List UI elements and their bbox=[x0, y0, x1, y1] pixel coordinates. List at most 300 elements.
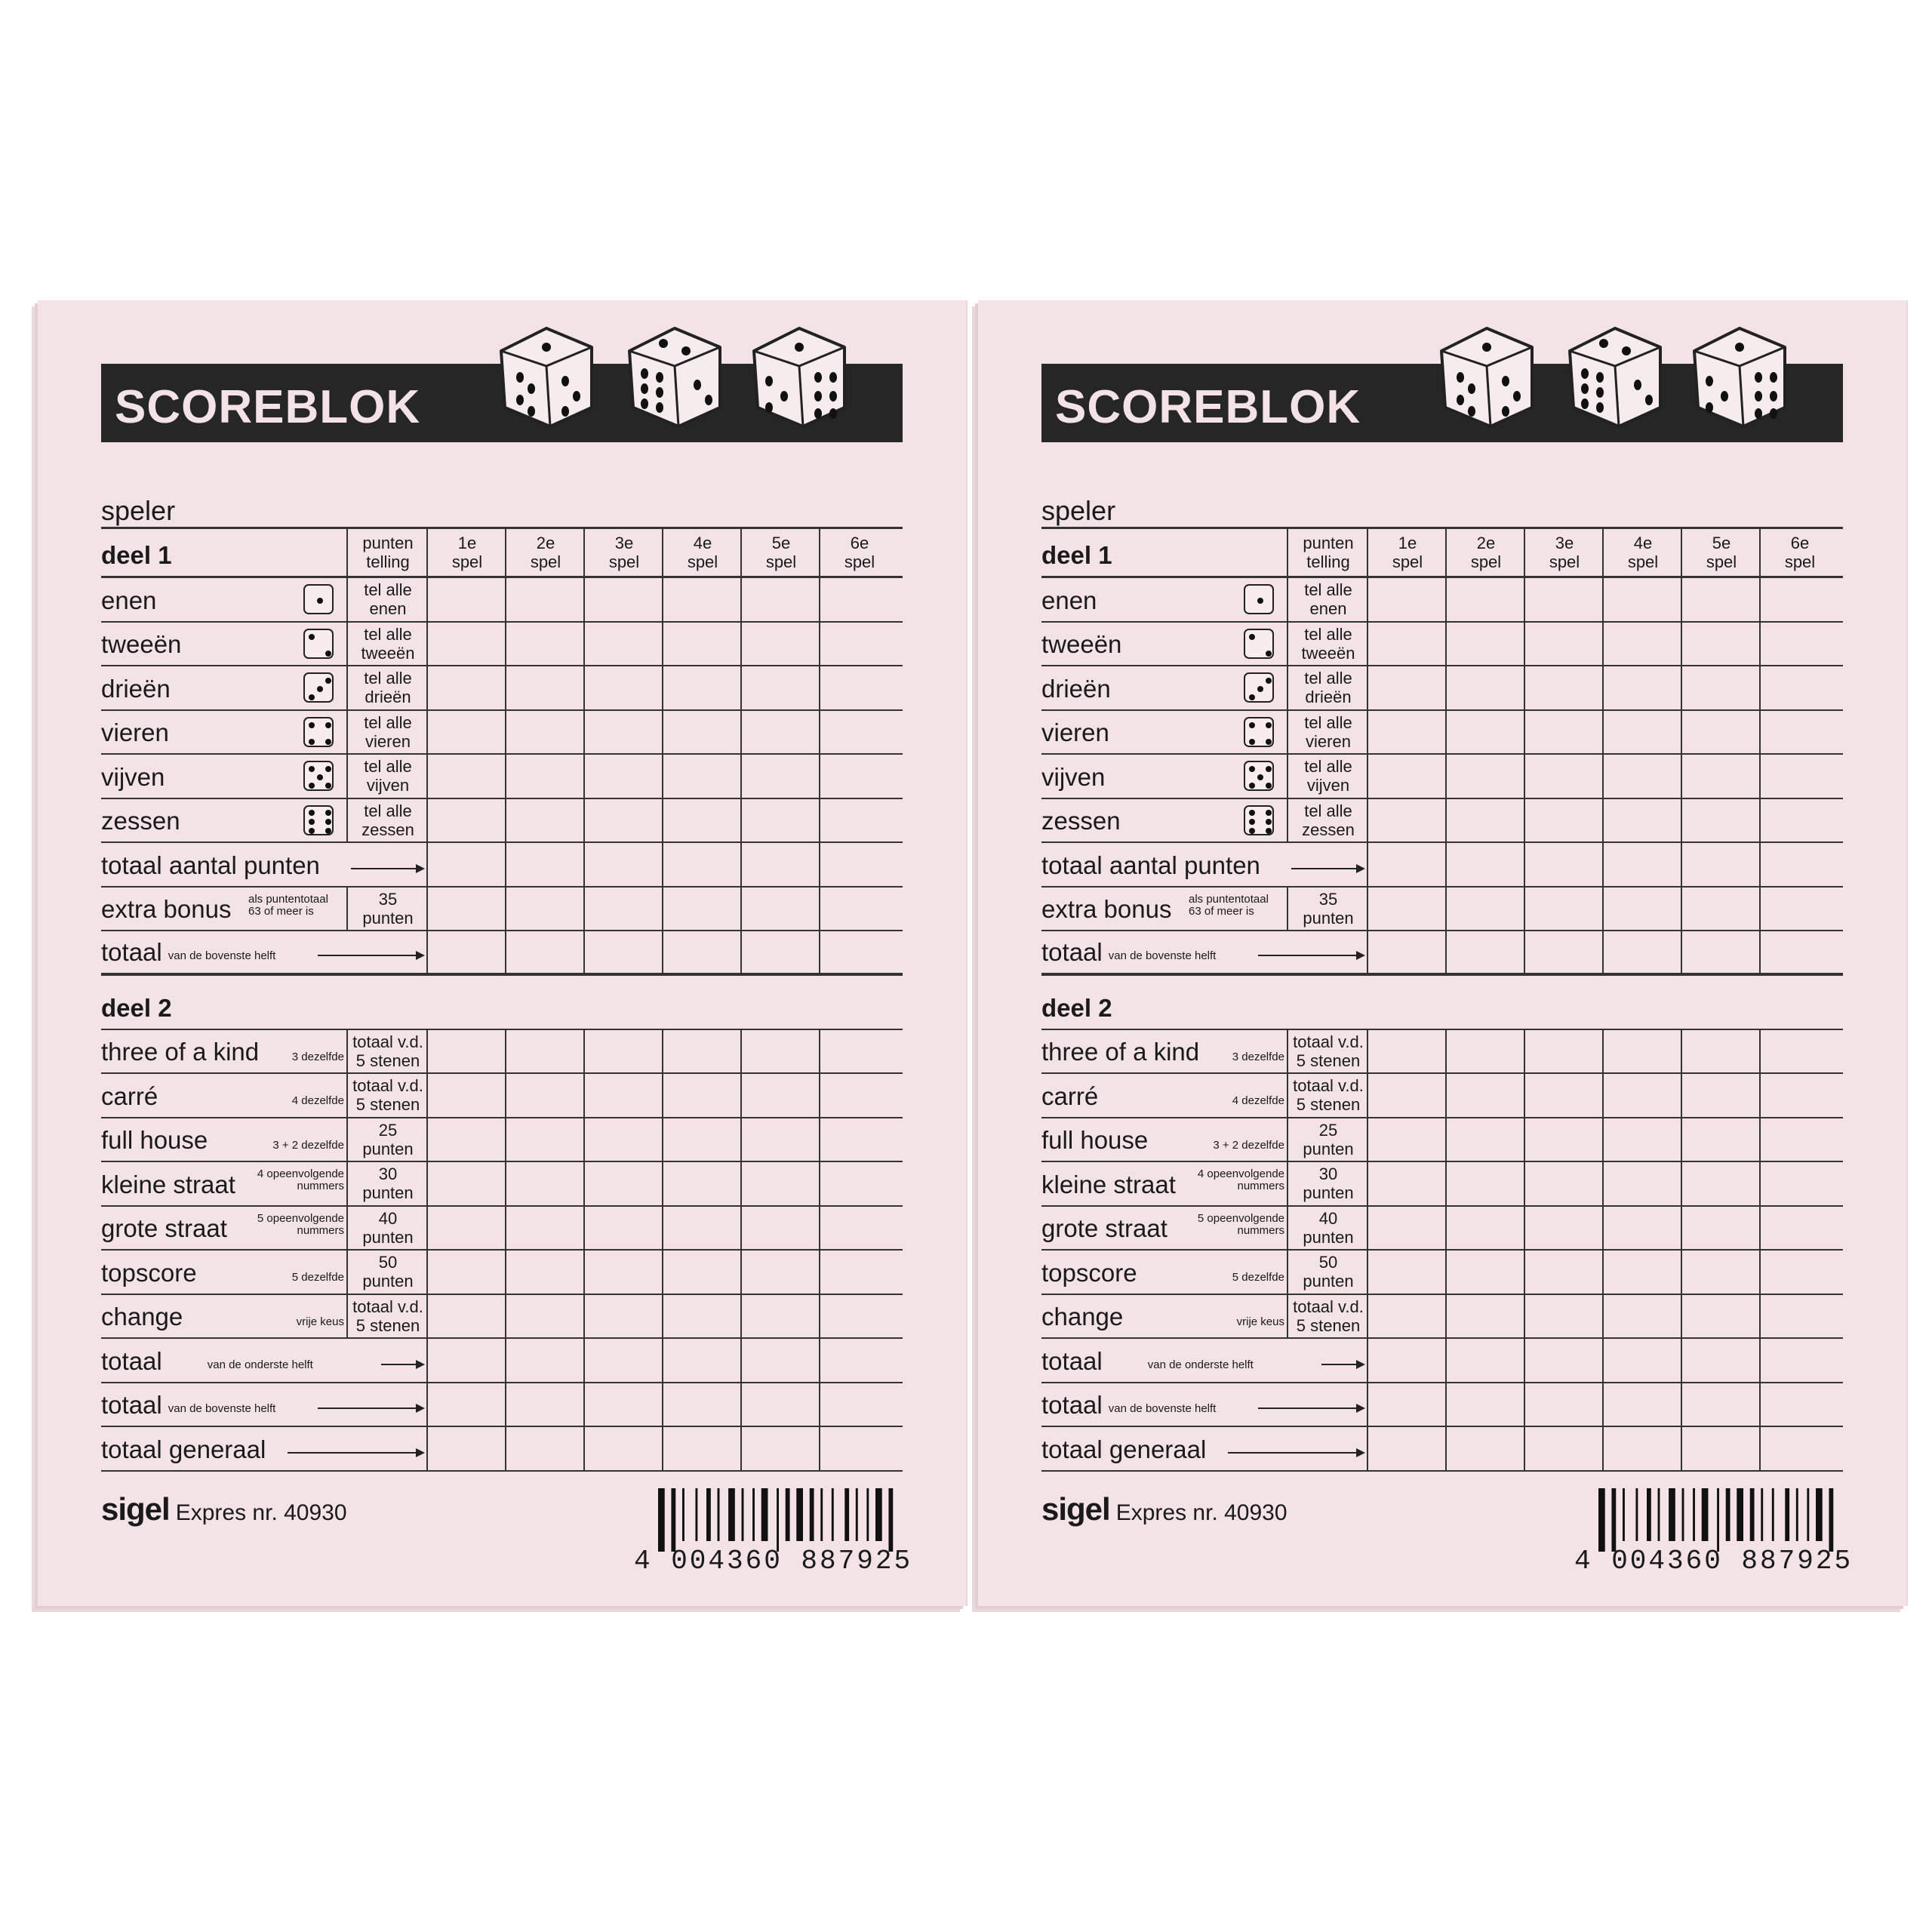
score-cell-totaal-onder-2[interactable] bbox=[1447, 1339, 1525, 1382]
grid-line bbox=[1445, 623, 1447, 666]
grid-line bbox=[346, 1251, 348, 1294]
score-cell-totaal-aantal-5[interactable] bbox=[1682, 843, 1761, 886]
score-cell-deel1-1-6[interactable] bbox=[820, 623, 899, 666]
score-cell-deel1-4-1[interactable] bbox=[428, 755, 506, 798]
score-cell-totaal-boven-2-2[interactable] bbox=[1447, 1383, 1525, 1426]
grid-line bbox=[426, 529, 428, 576]
score-cell-extra-bonus-4[interactable] bbox=[1604, 888, 1682, 931]
die-pip bbox=[325, 828, 331, 834]
score-cell-deel2-4-2[interactable] bbox=[1447, 1207, 1525, 1250]
row-label: vijven bbox=[101, 762, 165, 791]
score-cell-deel1-5-5[interactable] bbox=[1682, 799, 1761, 842]
score-cell-deel2-3-6[interactable] bbox=[1761, 1162, 1839, 1205]
grid-line bbox=[1367, 1030, 1368, 1073]
score-cell-deel1-4-5[interactable] bbox=[1682, 755, 1761, 798]
score-cell-deel1-5-6[interactable] bbox=[1761, 799, 1839, 842]
score-cell-totaal-boven-2-4[interactable] bbox=[663, 1383, 742, 1426]
score-cell-deel1-1-6[interactable] bbox=[1761, 623, 1839, 666]
grid-line bbox=[1367, 1251, 1368, 1294]
score-cell-deel2-6-4[interactable] bbox=[663, 1295, 742, 1338]
score-cell-extra-bonus-3[interactable] bbox=[1525, 888, 1604, 931]
score-cell-deel1-5-2[interactable] bbox=[1447, 799, 1525, 842]
score-cell-deel1-1-1[interactable] bbox=[428, 623, 506, 666]
grid-line bbox=[1367, 755, 1368, 798]
score-cell-deel2-3-5[interactable] bbox=[742, 1162, 820, 1205]
arrow-icon bbox=[318, 1407, 423, 1409]
score-cell-deel2-5-3[interactable] bbox=[1525, 1251, 1604, 1294]
score-cell-deel2-5-2[interactable] bbox=[1447, 1251, 1525, 1294]
score-cell-deel1-3-3[interactable] bbox=[585, 711, 663, 754]
score-cell-deel2-3-2[interactable] bbox=[1447, 1162, 1525, 1205]
score-cell-deel1-5-1[interactable] bbox=[428, 799, 506, 842]
score-cell-deel2-6-3[interactable] bbox=[1525, 1295, 1604, 1338]
points-rule-line: 30 bbox=[378, 1164, 398, 1184]
score-cell-deel1-0-5[interactable] bbox=[1682, 578, 1761, 621]
score-cell-deel1-4-4[interactable] bbox=[1604, 755, 1682, 798]
score-cell-deel2-5-4[interactable] bbox=[1604, 1251, 1682, 1294]
grid-line bbox=[583, 799, 585, 842]
score-cell-deel2-3-4[interactable] bbox=[663, 1162, 742, 1205]
score-cell-totaal-aantal-1[interactable] bbox=[1368, 843, 1447, 886]
score-cell-deel2-4-5[interactable] bbox=[742, 1207, 820, 1250]
grid-line bbox=[1287, 666, 1288, 709]
score-cell-deel2-0-2[interactable] bbox=[1447, 1030, 1525, 1073]
score-cell-deel2-2-2[interactable] bbox=[506, 1118, 585, 1161]
score-cell-deel1-3-4[interactable] bbox=[663, 711, 742, 754]
score-cell-deel1-5-6[interactable] bbox=[820, 799, 899, 842]
row-label: three of a kind bbox=[1041, 1038, 1200, 1066]
score-cell-deel1-3-2[interactable] bbox=[506, 711, 585, 754]
score-cell-deel1-4-5[interactable] bbox=[742, 755, 820, 798]
score-cell-deel1-2-3[interactable] bbox=[1525, 666, 1604, 709]
points-rule-line: vieren bbox=[1306, 731, 1351, 751]
score-cell-totaal-onder-1[interactable] bbox=[428, 1339, 506, 1382]
score-cell-totaal-generaal-1[interactable] bbox=[1368, 1427, 1447, 1470]
score-cell-deel2-0-2[interactable] bbox=[506, 1030, 585, 1073]
score-cell-deel2-6-6[interactable] bbox=[820, 1295, 899, 1338]
grid-line bbox=[1445, 755, 1447, 798]
score-cell-deel2-6-4[interactable] bbox=[1604, 1295, 1682, 1338]
score-cell-totaal-aantal-5[interactable] bbox=[742, 843, 820, 886]
score-cell-deel2-4-6[interactable] bbox=[820, 1207, 899, 1250]
score-cell-deel2-4-1[interactable] bbox=[428, 1207, 506, 1250]
score-cell-extra-bonus-3[interactable] bbox=[585, 888, 663, 931]
score-cell-deel2-1-3[interactable] bbox=[1525, 1074, 1604, 1117]
score-cell-deel1-1-5[interactable] bbox=[742, 623, 820, 666]
points-rule bbox=[348, 623, 428, 666]
score-cell-deel1-3-5[interactable] bbox=[742, 711, 820, 754]
score-cell-deel1-3-2[interactable] bbox=[1447, 711, 1525, 754]
score-cell-extra-bonus-4[interactable] bbox=[663, 888, 742, 931]
grid-line bbox=[1681, 529, 1682, 576]
score-cell-deel1-4-6[interactable] bbox=[820, 755, 899, 798]
score-cell-deel2-1-2[interactable] bbox=[1447, 1074, 1525, 1117]
score-cell-deel1-3-6[interactable] bbox=[1761, 711, 1839, 754]
score-cell-deel2-0-4[interactable] bbox=[663, 1030, 742, 1073]
grid-line bbox=[1367, 529, 1368, 576]
score-cell-deel1-1-2[interactable] bbox=[1447, 623, 1525, 666]
score-cell-deel2-4-3[interactable] bbox=[1525, 1207, 1604, 1250]
score-cell-deel1-4-3[interactable] bbox=[585, 755, 663, 798]
score-cell-deel2-2-6[interactable] bbox=[1761, 1118, 1839, 1161]
totaal-label: totaal bbox=[1041, 937, 1103, 966]
score-cell-totaal-onder-3[interactable] bbox=[1525, 1339, 1604, 1382]
score-cell-deel1-3-3[interactable] bbox=[1525, 711, 1604, 754]
score-cell-deel2-0-4[interactable] bbox=[1604, 1030, 1682, 1073]
score-cell-deel2-3-1[interactable] bbox=[1368, 1162, 1447, 1205]
score-cell-totaal-onder-6[interactable] bbox=[1761, 1339, 1839, 1382]
score-cell-totaal-onder-3[interactable] bbox=[585, 1339, 663, 1382]
score-cell-deel2-6-5[interactable] bbox=[742, 1295, 820, 1338]
score-cell-deel1-5-3[interactable] bbox=[1525, 799, 1604, 842]
score-cell-deel2-3-3[interactable] bbox=[1525, 1162, 1604, 1205]
score-cell-deel2-2-1[interactable] bbox=[428, 1118, 506, 1161]
score-cell-totaal-boven-6[interactable] bbox=[1761, 931, 1839, 973]
score-cell-deel2-0-6[interactable] bbox=[1761, 1030, 1839, 1073]
score-cell-totaal-onder-4[interactable] bbox=[663, 1339, 742, 1382]
score-cell-totaal-boven-2-6[interactable] bbox=[820, 1383, 899, 1426]
score-cell-totaal-aantal-1[interactable] bbox=[428, 843, 506, 886]
score-cell-deel2-5-6[interactable] bbox=[1761, 1251, 1839, 1294]
score-cell-totaal-boven-3[interactable] bbox=[585, 931, 663, 973]
score-cell-totaal-boven-4[interactable] bbox=[663, 931, 742, 973]
grid-line bbox=[505, 1339, 506, 1382]
score-cell-extra-bonus-2[interactable] bbox=[1447, 888, 1525, 931]
score-cell-deel1-5-4[interactable] bbox=[1604, 799, 1682, 842]
score-cell-deel1-2-1[interactable] bbox=[428, 666, 506, 709]
score-cell-totaal-boven-2[interactable] bbox=[1447, 931, 1525, 973]
score-cell-deel1-5-3[interactable] bbox=[585, 799, 663, 842]
score-cell-totaal-generaal-1[interactable] bbox=[428, 1427, 506, 1470]
grid-line bbox=[1681, 843, 1682, 886]
score-cell-deel1-0-3[interactable] bbox=[1525, 578, 1604, 621]
score-cell-deel2-2-3[interactable] bbox=[585, 1118, 663, 1161]
score-cell-totaal-aantal-3[interactable] bbox=[585, 843, 663, 886]
grid-line bbox=[426, 888, 428, 931]
score-cell-deel1-0-2[interactable] bbox=[506, 578, 585, 621]
score-cell-deel2-2-6[interactable] bbox=[820, 1118, 899, 1161]
score-cell-deel2-1-4[interactable] bbox=[1604, 1074, 1682, 1117]
score-cell-deel2-2-4[interactable] bbox=[663, 1118, 742, 1161]
score-cell-deel2-5-6[interactable] bbox=[820, 1251, 899, 1294]
score-cell-extra-bonus-2[interactable] bbox=[506, 888, 585, 931]
score-cell-deel1-0-4[interactable] bbox=[1604, 578, 1682, 621]
die-5-icon bbox=[303, 761, 334, 791]
grid-line bbox=[819, 1339, 820, 1382]
score-cell-deel1-0-3[interactable] bbox=[585, 578, 663, 621]
score-cell-deel2-6-2[interactable] bbox=[1447, 1295, 1525, 1338]
score-cell-deel1-2-4[interactable] bbox=[1604, 666, 1682, 709]
totaal-label: totaal bbox=[101, 1346, 162, 1375]
grid-line bbox=[1759, 666, 1761, 709]
score-cell-totaal-generaal-4[interactable] bbox=[663, 1427, 742, 1470]
score-cell-extra-bonus-6[interactable] bbox=[1761, 888, 1839, 931]
score-cell-deel1-4-2[interactable] bbox=[1447, 755, 1525, 798]
points-rule-line: tel alle bbox=[364, 801, 412, 820]
score-cell-deel2-2-3[interactable] bbox=[1525, 1118, 1604, 1161]
barcode bbox=[1598, 1488, 1840, 1552]
score-cell-deel2-0-1[interactable] bbox=[428, 1030, 506, 1073]
score-cell-extra-bonus-1[interactable] bbox=[428, 888, 506, 931]
score-cell-deel2-6-6[interactable] bbox=[1761, 1295, 1839, 1338]
score-cell-deel2-4-4[interactable] bbox=[663, 1207, 742, 1250]
score-cell-deel1-1-1[interactable] bbox=[1368, 623, 1447, 666]
score-cell-deel1-0-6[interactable] bbox=[820, 578, 899, 621]
score-cell-deel1-2-3[interactable] bbox=[585, 666, 663, 709]
score-cell-totaal-onder-6[interactable] bbox=[820, 1339, 899, 1382]
score-cell-totaal-boven-5[interactable] bbox=[1682, 931, 1761, 973]
score-cell-totaal-boven-5[interactable] bbox=[742, 931, 820, 973]
score-cell-deel1-0-2[interactable] bbox=[1447, 578, 1525, 621]
score-cell-totaal-generaal-4[interactable] bbox=[1604, 1427, 1682, 1470]
die-pip bbox=[325, 810, 331, 816]
score-cell-deel2-3-5[interactable] bbox=[1682, 1162, 1761, 1205]
score-cell-totaal-generaal-3[interactable] bbox=[1525, 1427, 1604, 1470]
grid-line bbox=[505, 843, 506, 886]
score-cell-deel2-1-6[interactable] bbox=[820, 1074, 899, 1117]
score-cell-deel1-0-1[interactable] bbox=[1368, 578, 1447, 621]
score-cell-deel1-2-2[interactable] bbox=[1447, 666, 1525, 709]
score-cell-extra-bonus-6[interactable] bbox=[820, 888, 899, 931]
grid-line bbox=[1759, 1118, 1761, 1161]
score-cell-deel1-2-5[interactable] bbox=[742, 666, 820, 709]
score-cell-totaal-aantal-2[interactable] bbox=[1447, 843, 1525, 886]
score-cell-deel2-2-5[interactable] bbox=[1682, 1118, 1761, 1161]
score-cell-totaal-boven-1[interactable] bbox=[1368, 931, 1447, 973]
grid-line bbox=[662, 1074, 663, 1117]
points-rule bbox=[1288, 888, 1368, 931]
score-cell-deel1-5-4[interactable] bbox=[663, 799, 742, 842]
score-cell-deel1-1-3[interactable] bbox=[1525, 623, 1604, 666]
die-6-icon bbox=[303, 805, 334, 835]
score-cell-extra-bonus-5[interactable] bbox=[1682, 888, 1761, 931]
game-word: spel bbox=[1627, 552, 1659, 571]
points-rule-line: tweeën bbox=[1301, 643, 1355, 663]
score-cell-deel1-5-5[interactable] bbox=[742, 799, 820, 842]
score-cell-deel1-4-2[interactable] bbox=[506, 755, 585, 798]
points-rule bbox=[348, 1074, 428, 1117]
score-cell-totaal-boven-2-6[interactable] bbox=[1761, 1383, 1839, 1426]
die-pip bbox=[325, 722, 331, 728]
score-cell-deel2-3-3[interactable] bbox=[585, 1162, 663, 1205]
score-cell-totaal-generaal-2[interactable] bbox=[506, 1427, 585, 1470]
score-cell-deel1-2-4[interactable] bbox=[663, 666, 742, 709]
score-cell-deel2-6-1[interactable] bbox=[428, 1295, 506, 1338]
die-5-icon bbox=[1244, 761, 1274, 791]
score-cell-deel1-3-4[interactable] bbox=[1604, 711, 1682, 754]
score-cell-totaal-onder-1[interactable] bbox=[1368, 1339, 1447, 1382]
score-cell-deel2-0-5[interactable] bbox=[1682, 1030, 1761, 1073]
score-cell-totaal-generaal-6[interactable] bbox=[820, 1427, 899, 1470]
score-cell-totaal-boven-2-5[interactable] bbox=[1682, 1383, 1761, 1426]
score-cell-deel1-2-6[interactable] bbox=[1761, 666, 1839, 709]
score-cell-deel2-1-3[interactable] bbox=[585, 1074, 663, 1117]
score-cell-extra-bonus-1[interactable] bbox=[1368, 888, 1447, 931]
score-cell-deel1-2-1[interactable] bbox=[1368, 666, 1447, 709]
totaal-label: totaal bbox=[1041, 1391, 1103, 1419]
points-rule bbox=[1288, 1074, 1368, 1117]
grid-line bbox=[1524, 711, 1525, 754]
score-cell-deel2-5-5[interactable] bbox=[742, 1251, 820, 1294]
barcode bbox=[658, 1488, 900, 1552]
score-cell-deel2-1-4[interactable] bbox=[663, 1074, 742, 1117]
barcode-number: 4 004360 887925 bbox=[634, 1546, 913, 1577]
score-cell-deel2-5-5[interactable] bbox=[1682, 1251, 1761, 1294]
score-cell-totaal-generaal-5[interactable] bbox=[742, 1427, 820, 1470]
score-cell-deel2-1-5[interactable] bbox=[742, 1074, 820, 1117]
game-number: 6e bbox=[1790, 534, 1810, 552]
score-cell-deel2-0-3[interactable] bbox=[1525, 1030, 1604, 1073]
score-cell-totaal-onder-5[interactable] bbox=[1682, 1339, 1761, 1382]
score-cell-deel2-1-5[interactable] bbox=[1682, 1074, 1761, 1117]
points-rule-line: zessen bbox=[1302, 820, 1355, 839]
score-cell-totaal-boven-2-4[interactable] bbox=[1604, 1383, 1682, 1426]
score-cell-totaal-onder-5[interactable] bbox=[742, 1339, 820, 1382]
score-cell-deel2-4-3[interactable] bbox=[585, 1207, 663, 1250]
score-cell-totaal-generaal-3[interactable] bbox=[585, 1427, 663, 1470]
score-cell-totaal-aantal-6[interactable] bbox=[1761, 843, 1839, 886]
score-cell-deel1-1-4[interactable] bbox=[1604, 623, 1682, 666]
score-cell-deel1-2-5[interactable] bbox=[1682, 666, 1761, 709]
grid-line bbox=[1602, 843, 1604, 886]
points-rule-line: drieën bbox=[1305, 688, 1352, 707]
score-cell-totaal-aantal-4[interactable] bbox=[663, 843, 742, 886]
score-cell-deel2-3-4[interactable] bbox=[1604, 1162, 1682, 1205]
extra-bonus-label: extra bonus bbox=[1041, 895, 1172, 923]
score-cell-totaal-boven-2[interactable] bbox=[506, 931, 585, 973]
score-cell-deel2-2-5[interactable] bbox=[742, 1118, 820, 1161]
score-cell-deel2-5-3[interactable] bbox=[585, 1251, 663, 1294]
score-cell-deel2-6-5[interactable] bbox=[1682, 1295, 1761, 1338]
grid-line bbox=[505, 623, 506, 666]
score-cell-deel2-6-1[interactable] bbox=[1368, 1295, 1447, 1338]
score-cell-deel1-2-6[interactable] bbox=[820, 666, 899, 709]
score-cell-deel1-1-2[interactable] bbox=[506, 623, 585, 666]
score-cell-deel2-5-1[interactable] bbox=[428, 1251, 506, 1294]
score-cell-deel2-3-2[interactable] bbox=[506, 1162, 585, 1205]
score-cell-deel2-4-2[interactable] bbox=[506, 1207, 585, 1250]
grid-line bbox=[819, 578, 820, 621]
points-rule-line: 50 bbox=[378, 1253, 398, 1272]
score-cell-deel2-0-3[interactable] bbox=[585, 1030, 663, 1073]
score-cell-deel2-3-1[interactable] bbox=[428, 1162, 506, 1205]
score-cell-totaal-boven-4[interactable] bbox=[1604, 931, 1682, 973]
score-cell-deel2-3-6[interactable] bbox=[820, 1162, 899, 1205]
score-cell-deel2-6-2[interactable] bbox=[506, 1295, 585, 1338]
score-cell-deel1-3-6[interactable] bbox=[820, 711, 899, 754]
score-cell-totaal-aantal-6[interactable] bbox=[820, 843, 899, 886]
score-cell-deel2-2-2[interactable] bbox=[1447, 1118, 1525, 1161]
score-cell-deel1-5-2[interactable] bbox=[506, 799, 585, 842]
score-cell-totaal-aantal-4[interactable] bbox=[1604, 843, 1682, 886]
score-cell-deel1-3-1[interactable] bbox=[428, 711, 506, 754]
score-cell-deel1-4-1[interactable] bbox=[1368, 755, 1447, 798]
points-rule-line: tel alle bbox=[1304, 801, 1352, 820]
score-cell-totaal-boven-2-3[interactable] bbox=[1525, 1383, 1604, 1426]
score-cell-deel1-1-3[interactable] bbox=[585, 623, 663, 666]
score-cell-totaal-generaal-6[interactable] bbox=[1761, 1427, 1839, 1470]
grid-line bbox=[426, 1251, 428, 1294]
arrow-icon bbox=[1291, 868, 1364, 869]
score-cell-totaal-boven-2-1[interactable] bbox=[428, 1383, 506, 1426]
score-cell-deel2-1-6[interactable] bbox=[1761, 1074, 1839, 1117]
score-cell-deel2-4-1[interactable] bbox=[1368, 1207, 1447, 1250]
score-cell-deel2-5-4[interactable] bbox=[663, 1251, 742, 1294]
score-cell-deel1-4-6[interactable] bbox=[1761, 755, 1839, 798]
score-cell-deel1-1-4[interactable] bbox=[663, 623, 742, 666]
grid-line bbox=[740, 711, 742, 754]
game-column-header-4 bbox=[663, 529, 742, 576]
score-cell-totaal-boven-2-2[interactable] bbox=[506, 1383, 585, 1426]
score-cell-totaal-aantal-2[interactable] bbox=[506, 843, 585, 886]
grid-line bbox=[1759, 1383, 1761, 1426]
score-cell-totaal-boven-2-5[interactable] bbox=[742, 1383, 820, 1426]
score-cell-deel1-4-4[interactable] bbox=[663, 755, 742, 798]
score-cell-totaal-boven-3[interactable] bbox=[1525, 931, 1604, 973]
score-cell-deel1-0-6[interactable] bbox=[1761, 578, 1839, 621]
score-cell-deel2-1-1[interactable] bbox=[1368, 1074, 1447, 1117]
score-cell-deel1-2-2[interactable] bbox=[506, 666, 585, 709]
grid-line bbox=[819, 529, 820, 576]
score-cell-deel2-2-1[interactable] bbox=[1368, 1118, 1447, 1161]
score-cell-deel2-5-1[interactable] bbox=[1368, 1251, 1447, 1294]
extra-bonus-label: extra bonus bbox=[101, 895, 232, 923]
score-cell-totaal-aantal-3[interactable] bbox=[1525, 843, 1604, 886]
score-cell-deel2-0-5[interactable] bbox=[742, 1030, 820, 1073]
score-cell-deel1-4-3[interactable] bbox=[1525, 755, 1604, 798]
score-cell-totaal-generaal-5[interactable] bbox=[1682, 1427, 1761, 1470]
score-cell-totaal-generaal-2[interactable] bbox=[1447, 1427, 1525, 1470]
grid-line bbox=[1681, 1383, 1682, 1426]
grid-line bbox=[1602, 529, 1604, 576]
score-cell-deel2-1-1[interactable] bbox=[428, 1074, 506, 1117]
score-cell-deel1-0-1[interactable] bbox=[428, 578, 506, 621]
score-cell-deel2-4-4[interactable] bbox=[1604, 1207, 1682, 1250]
grid-line bbox=[740, 666, 742, 709]
row-note: 4 dezelfde bbox=[291, 1094, 344, 1107]
points-rule-line: 30 bbox=[1318, 1164, 1338, 1184]
grid-line bbox=[1524, 1383, 1525, 1426]
score-cell-deel1-0-5[interactable] bbox=[742, 578, 820, 621]
grid-line bbox=[1524, 666, 1525, 709]
score-cell-deel2-4-5[interactable] bbox=[1682, 1207, 1761, 1250]
score-cell-deel2-1-2[interactable] bbox=[506, 1074, 585, 1117]
score-cell-totaal-onder-2[interactable] bbox=[506, 1339, 585, 1382]
score-cell-totaal-boven-2-1[interactable] bbox=[1368, 1383, 1447, 1426]
score-cell-deel2-0-6[interactable] bbox=[820, 1030, 899, 1073]
score-cell-totaal-boven-6[interactable] bbox=[820, 931, 899, 973]
score-cell-deel1-3-5[interactable] bbox=[1682, 711, 1761, 754]
score-cell-deel1-1-5[interactable] bbox=[1682, 623, 1761, 666]
die-pip bbox=[1249, 722, 1255, 728]
grid-line bbox=[1759, 1074, 1761, 1117]
score-cell-totaal-boven-2-3[interactable] bbox=[585, 1383, 663, 1426]
score-cell-totaal-boven-1[interactable] bbox=[428, 931, 506, 973]
score-cell-deel1-0-4[interactable] bbox=[663, 578, 742, 621]
score-cell-deel2-0-1[interactable] bbox=[1368, 1030, 1447, 1073]
score-grid bbox=[101, 527, 903, 1472]
grid-line bbox=[1602, 755, 1604, 798]
score-cell-deel1-5-1[interactable] bbox=[1368, 799, 1447, 842]
score-cell-deel2-6-3[interactable] bbox=[585, 1295, 663, 1338]
score-cell-deel2-4-6[interactable] bbox=[1761, 1207, 1839, 1250]
grid-line bbox=[426, 666, 428, 709]
score-cell-deel1-3-1[interactable] bbox=[1368, 711, 1447, 754]
score-cell-deel2-2-4[interactable] bbox=[1604, 1118, 1682, 1161]
score-cell-totaal-onder-4[interactable] bbox=[1604, 1339, 1682, 1382]
score-cell-deel2-5-2[interactable] bbox=[506, 1251, 585, 1294]
score-cell-extra-bonus-5[interactable] bbox=[742, 888, 820, 931]
